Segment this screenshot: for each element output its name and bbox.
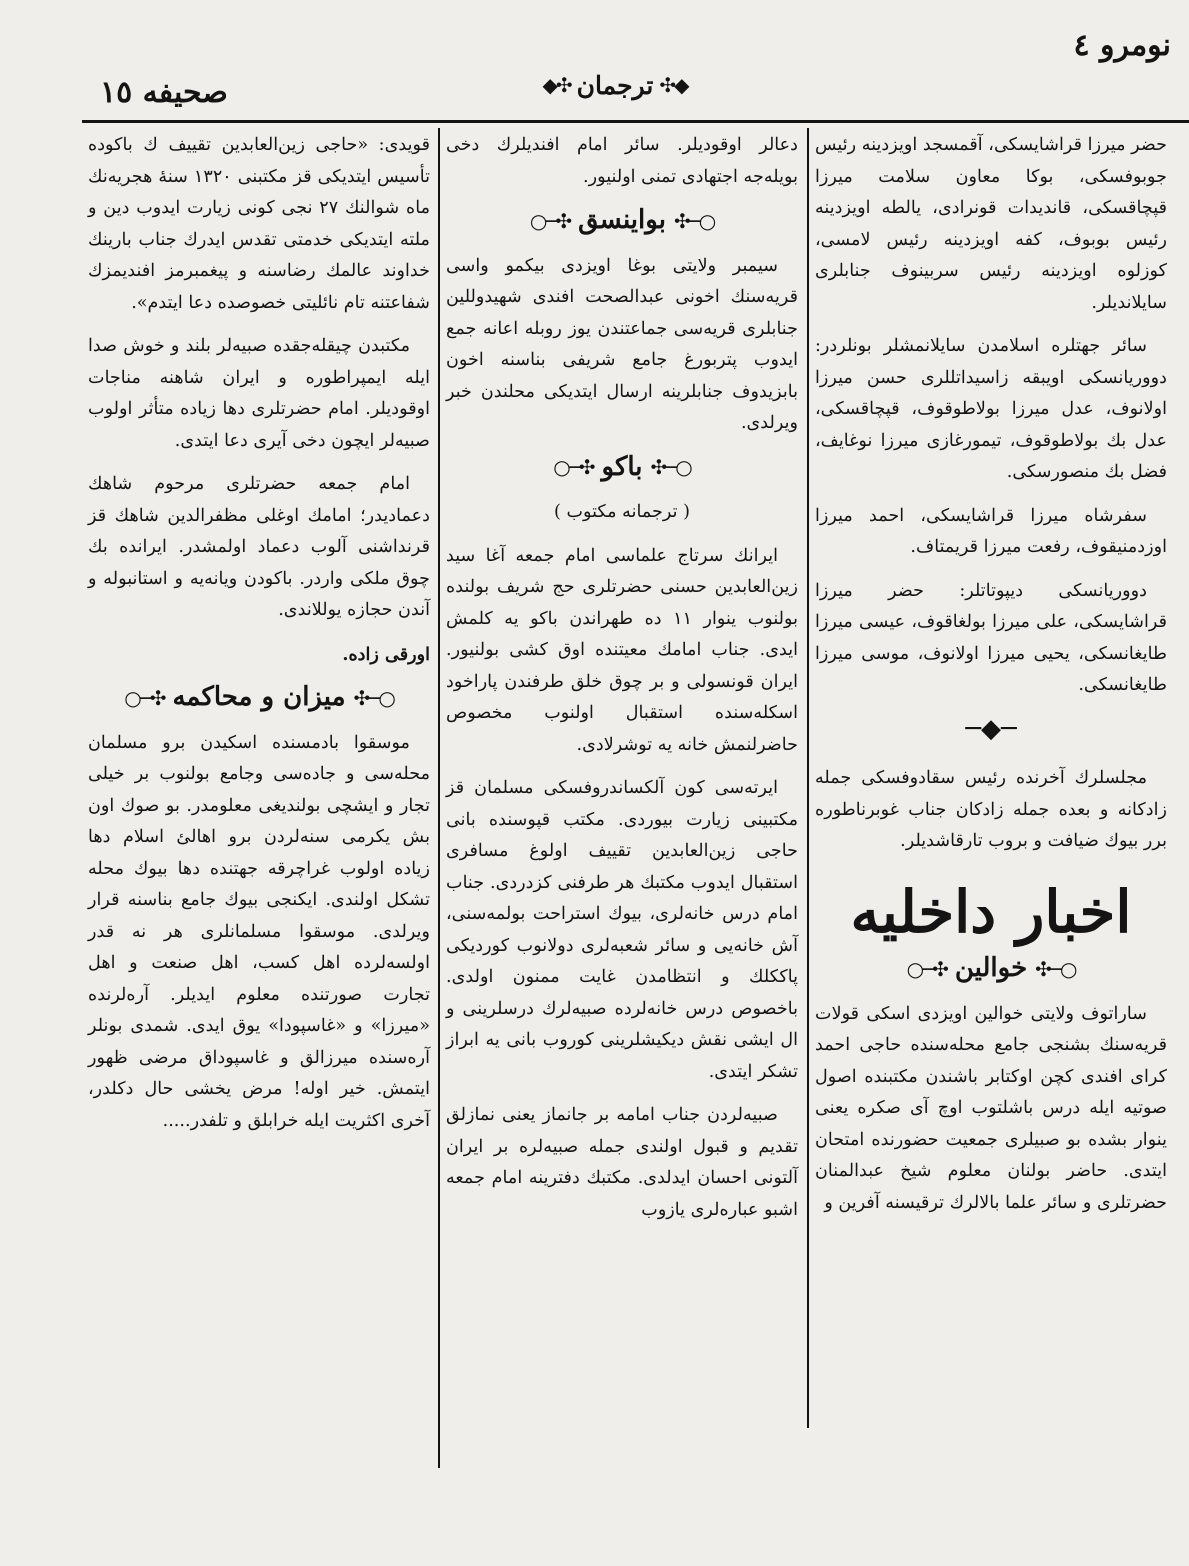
section-heading-domestic-news: اخبار داخليه <box>850 877 1132 946</box>
subheading: ( ترجمانه مكتوب ) <box>554 502 690 522</box>
ornament-icon: ◆✣ <box>542 73 571 97</box>
paragraph: حضر ميرزا قراشايسكى، آقمسجد اويزدينه رئيس جوبوفسكى، بوكا معاون سلامت ميرزا قپچاقسكى، قانديدات قونرادى، يالطه اويزدينه رئيس بوبوف، كفه اويزدينه رئيس لامسى، كوزلوه اويزدينه رئيس سربينوف جنابلرى سايلانديلر. <box>815 135 1167 313</box>
section-heading: ○─✣ ميزان و محاكمه ✣─○ <box>124 682 394 712</box>
ornament-icon: ✣─○ <box>529 208 571 233</box>
ornament-icon: ○─✣ <box>353 685 394 710</box>
paragraph: موسقوا بادمسنده اسكيدن برو مسلمان محله‌سى و جاده‌سى وجامع بولنوب بر خيلى تجار و ايشچى بولنديغى معلومدر. بو صوك اون بش يكرمى سنه‌لردن برو اهالئ اسلام دها زياده اولوب غراچرقه جهتنده دها بيوك محله تشكل اولندى. ايكنجى بيوك جامع بناسنه قرار ويرلدى. موسقوا مسلمانلرى هر نه قدر اولسه‌لرده اهل كسب، اهل صنعت و اهل تجارت صورتنده معلوم ايديلر. آره‌لرنده «ميرزا» و «غاسپودا» يوق ايدى. شمدى بونلر آره‌سنده ميرزالق و غاسپوداق مرضى ظهور ايتمش. خير اوله! مرض يخشى حال دكلدر، آخرى اكثريت ايله خرابلق و تلفدر..... <box>88 732 430 1131</box>
ornament-icon: ○─✣ <box>650 455 691 480</box>
page-number: صحيفه ١٥ <box>100 75 228 110</box>
ornament-icon: ✣─○ <box>124 685 165 710</box>
paragraph: مجلسلرك آخرنده رئيس سقادوفسكى جمله زادكانه و بعده جمله زادكان جناب غوبرناطوره برر بيوك ضيافت و بروب تارقاشديلر. <box>815 768 1167 851</box>
paragraph: سفرشاه ميرزا قراشايسكى، احمد ميرزا اوزدمنيقوف، رفعت ميرزا قريمتاف. <box>815 505 1167 557</box>
ornament-icon: ✣─○ <box>553 455 594 480</box>
newspaper-title: ترجمان <box>576 70 654 100</box>
paragraph: امام جمعه حضرتلرى مرحوم شاهك دعماديدر؛ امامك اوغلى مظفرالدين شاهك قز قرنداشنى آلوب دعماد اولمشدر. ايرانده بك چوق ملكى واردر. باكودن ويانه‌يه و استانبوله و آندن حجازه يوللاندى. <box>88 474 430 620</box>
column-middle <box>446 130 798 1238</box>
masthead <box>540 60 690 110</box>
section-heading: ○─✣ خوالين ✣─○ <box>906 953 1076 984</box>
section-heading: ○─✣ بواينسق ✣─○ <box>529 205 715 235</box>
paragraph: ايرته‌سى كون آلكساندروفسكى مسلمان قز مكتبينى زيارت بيوردى. مكتب قپوسنده بانى حاجى زين‌العابدين تقييف اولوغ مسافرى استقبال ايدوب مكتبك هر طرفنى كزدردى. جناب امام درس خانه‌لرى، بيوك استراحت بولمه‌سنى، آش خانه‌يى و سائر شعبه‌لرى دولانوب كورديكى پاككلك و انتظامدن غايت ممنون اولدى. باخصوص درس خانه‌لرده صبيه‌لرك درسلرينى و ال ايشى نقش ديكيشلرينى كوروب بانى يه ابراز تشكر ايتدى. <box>446 778 798 1082</box>
paragraph: ساراتوف ولايتى خوالين اويزدى اسكى قولات قريه‌سنك بشنجى جامع محله‌سنده حاجى احمد كراى افندى كچن اوكتابر باشندن مكتبنده اصول صوتيه ايله درس باشلتوب اوچ آى صكره يعنى ينوار بشده بو صبيلرى جمعيت حضورنده امتحان ايتدى. حاضر بولنان معلوم شيخ عبدالمنان حضرتلرى و سائر علما بالالرك ترقيسنه آفرين و <box>815 1003 1167 1213</box>
column-divider <box>438 128 440 1468</box>
column-left <box>88 130 430 1149</box>
ornament-icon: ✣◆ <box>659 73 688 97</box>
paragraph: مكتبدن چيقله‌جقده صبيه‌لر بلند و خوش صدا ايله ايمپراطوره و ايران شاهنه مناجات اوقوديلر. امام حضرتلرى دها زياده متأثر اولوب صبيه‌لر ايچون دخى آيرى دعا ايتدى. <box>88 336 430 451</box>
paragraph: صبيه‌لردن جناب امامه بر جانماز يعنى نمازلق تقديم و قبول اولندى جمله صبيه‌لره بر ايران آلتونى احسان ايدلدى. مكتبك دفترينه امام جمعه اشبو عباره‌لرى يازوب <box>446 1105 798 1220</box>
paragraph: دووريانسكى ديپوتاتلر: حضر ميرزا قراشايسكى، على ميرزا بولغاقوف، عيسى ميرزا طايغانسكى، يحيى ميرزا اولانوف، موسى ميرزا طايغانسكى. <box>815 580 1167 695</box>
ornament-icon: ○─✣ <box>1035 956 1076 981</box>
issue-number: نومرو ٤ <box>1073 28 1171 63</box>
section-heading: ○─✣ باكو ✣─○ <box>553 451 691 482</box>
paragraph: سيمبر ولايتى بوغا اويزدى بيكمو واسى قريه‌سنك اخونى عبدالصحت افندى شهيدوللين جنابلرى قريه‌سى جماعتندن يوز روبله اعانه جمع ايدوب پتربورغ جامع شريفى بناسنه اخون بابزيدوف جنابلرينه ارسال ايتديكى محلندن خبر ويرلدى. <box>446 255 798 433</box>
paragraph: سائر جهتلره اسلامدن سايلانمشلر بونلردر: دووريانسكى اويبقه زاسيداتللرى حسن ميرزا اولانوف، عدل ميرزا بولاطوقوف، قپچاقسكى، عدل بك بولاطوقوف، تيمورغازى ميرزا نوغايف، فضل بك منصورسكى. <box>815 336 1167 482</box>
paragraph: ايرانك سرتاج علماسى امام جمعه آغا سيد زين‌العابدين حسنى حضرتلرى حج شريف بولنده بولنوب ينوار ١١ ده طهراندن باكو يه كلمش ايدى. جناب امامك معيتنده اوق كشى بولنيور. ايران قونسولى و بر چوق خلق طرفندن پاراخود اسكله‌سنده استقبال اولنوب مخصوص حاضرلنمش خانه يه توشرلادى. <box>446 545 798 755</box>
ornament-icon: ✣─○ <box>906 956 947 981</box>
header-rule <box>82 120 1189 123</box>
paragraph: دعالر اوقوديلر. سائر امام افنديلرك دخى بويله‌جه اجتهادى تمنى اولنيور. <box>446 135 798 187</box>
author-signature: اورقى زاده. <box>342 643 430 665</box>
column-divider <box>807 128 809 1428</box>
paragraph: قويدى: «حاجى زين‌العابدين تقييف ك باكوده تأسيس ايتديكى قز مكتبنى ١٣٢٠ سنهٔ هجريه‌نك ماه شوالنك ٢٧ نجى كونى زيارت ايدوب دين و ملته ايتديكى خدمتى تقدس ايدرك جناب بارينك خداوند عالمك رضاسنه و پيغمبرمز افنديمزك شفاعتنه تام نائليتى خصوصده دعا ايتدم». <box>88 135 430 313</box>
column-right <box>815 130 1167 1231</box>
diamond-separator-icon: ─◆─ <box>965 713 1017 744</box>
ornament-icon: ○─✣ <box>673 208 715 233</box>
